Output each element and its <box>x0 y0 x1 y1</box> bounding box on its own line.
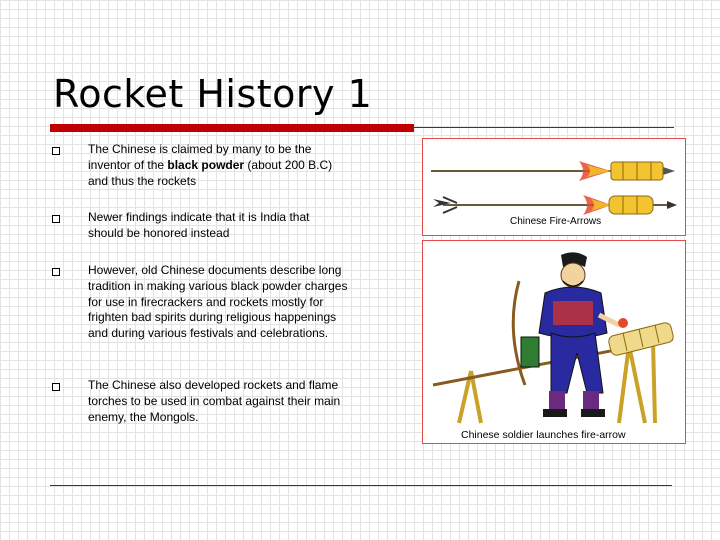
fire-arrow-upper <box>431 161 675 181</box>
slide-title: Rocket History 1 <box>53 72 373 116</box>
fire-arrows-caption: Chinese Fire-Arrows <box>510 216 602 227</box>
bold-term: black powder <box>167 157 245 172</box>
soldier-illustration <box>423 241 685 443</box>
bullet-square-icon <box>52 147 60 155</box>
soldier-caption: Chinese soldier launches fire-arrow <box>461 429 626 441</box>
bullet-square-icon <box>52 215 60 223</box>
bullet-text: Newer findings indicate that it is India that should be honored instead <box>88 210 310 240</box>
soldier <box>513 252 628 417</box>
bullet-text: The Chinese also developed rockets and flame torches to be used in combat against their main enemy, the Mongols. <box>88 378 341 424</box>
soldier-figure <box>422 240 686 444</box>
bullet-square-icon <box>52 268 60 276</box>
title-underline-thin <box>414 127 674 128</box>
footer-rule <box>50 485 672 486</box>
bullet-square-icon <box>52 383 60 391</box>
fire-arrow-lower <box>433 195 677 215</box>
fire-arrows-figure <box>422 138 686 236</box>
bullet-text: However, old Chinese documents describe long tradition in making various black powder charges for use in firecrackers and rockets mostly for frighten bad spirits during religious happenings and during various festivals and celebrations. <box>88 263 348 341</box>
title-underline-bar <box>50 124 414 132</box>
bullet-text: The Chinese is claimed by many to be the inventor of the black powder (about 200 B.C) and thus the rockets <box>88 142 333 188</box>
